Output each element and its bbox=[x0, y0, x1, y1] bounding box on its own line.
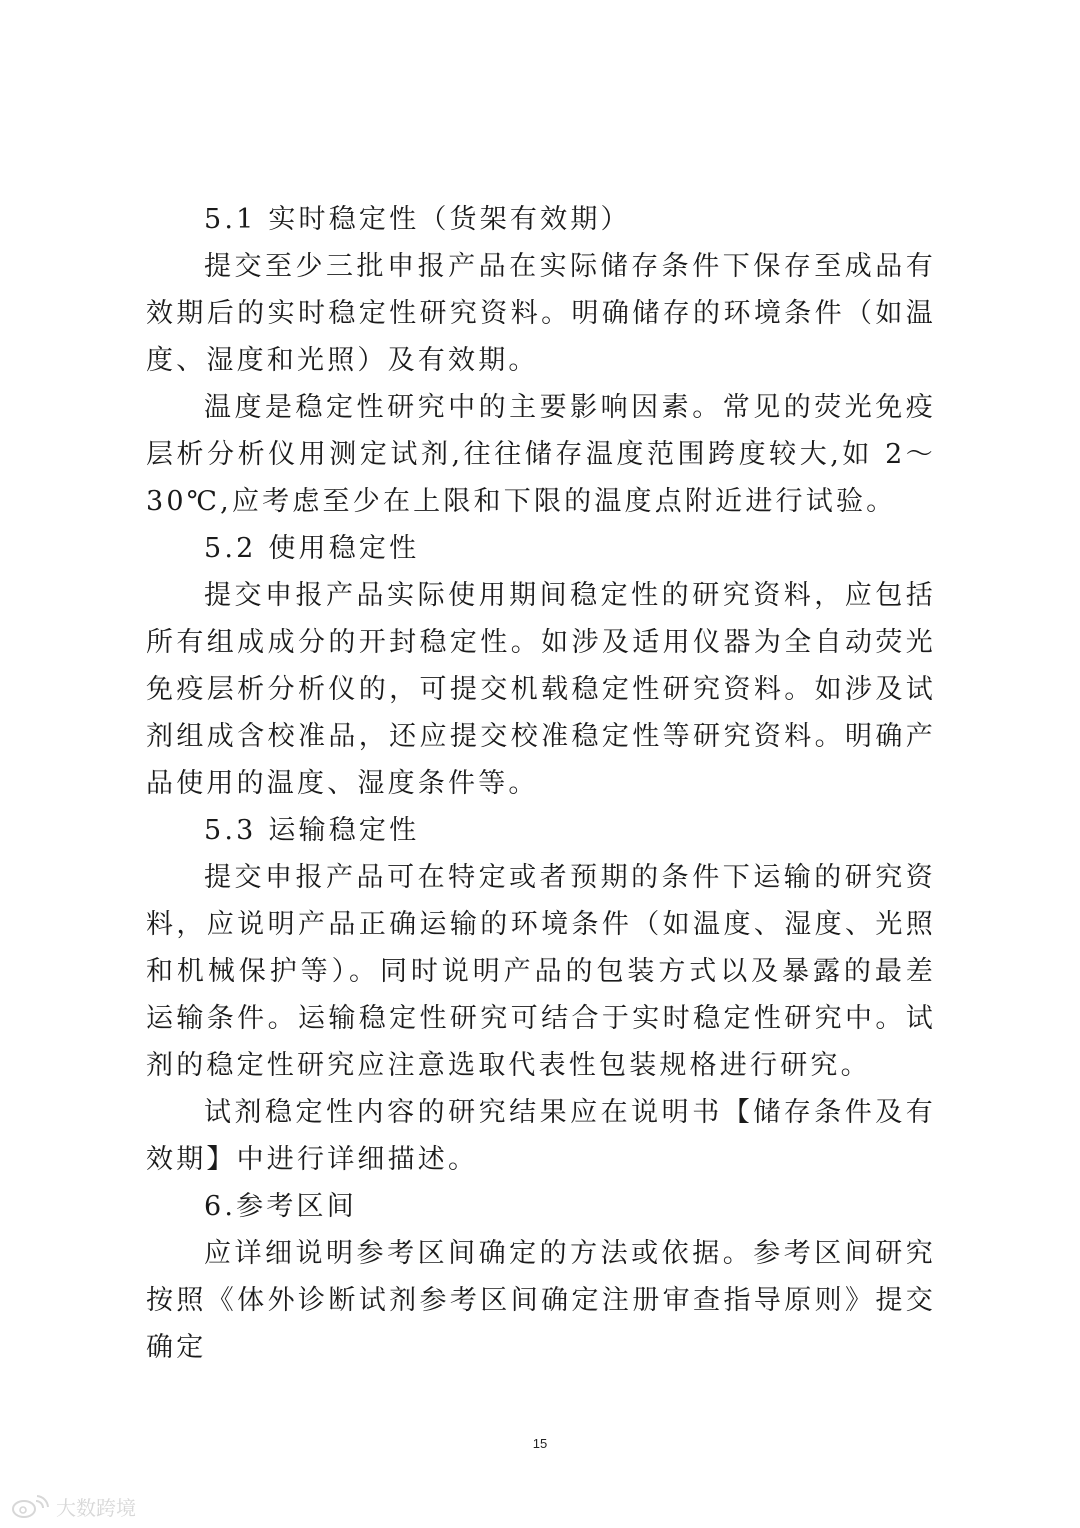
weibo-logo-icon bbox=[10, 1495, 50, 1519]
paragraph-transport-stability: 提交申报产品可在特定或者预期的条件下运输的研究资料，应说明产品正确运输的环境条件（如温度、湿度、光照和机械保护等）。同时说明产品的包装方式以及暴露的最差运输条件。运输稳定性研究可结合于实时稳定性研究中。试剂的稳定性研究应注意选取代表性包装规格进行研究。 bbox=[146, 862, 936, 1081]
paragraph-temperature: 温度是稳定性研究中的主要影响因素。常见的荧光免疫层析分析仪用测定试剂,往往储存温度范围跨度较大,如 2～30℃,应考虑至少在上限和下限的温度点附近进行试验。 bbox=[146, 392, 936, 517]
watermark-text: 大数跨境 bbox=[56, 1496, 136, 1520]
paragraph-stability-results: 试剂稳定性内容的研究结果应在说明书【储存条件及有效期】中进行详细描述。 bbox=[146, 1097, 936, 1175]
section-heading-6: 6.参考区间 bbox=[204, 1191, 357, 1222]
document-body bbox=[146, 196, 936, 1371]
section-heading-5-1: 5.1 实时稳定性（货架有效期） bbox=[204, 204, 631, 235]
paragraph-realtime-stability: 提交至少三批申报产品在实际储存条件下保存至成品有效期后的实时稳定性研究资料。明确储存的环境条件（如温度、湿度和光照）及有效期。 bbox=[146, 251, 936, 376]
section-heading-5-2: 5.2 使用稳定性 bbox=[204, 533, 420, 564]
page-number: 15 bbox=[532, 1436, 548, 1451]
paragraph-reference-interval: 应详细说明参考区间确定的方法或依据。参考区间研究按照《体外诊断试剂参考区间确定注册审查指导原则》提交确定 bbox=[146, 1238, 936, 1363]
paragraph-use-stability: 提交申报产品实际使用期间稳定性的研究资料，应包括所有组成成分的开封稳定性。如涉及适用仪器为全自动荧光免疫层析分析仪的，可提交机载稳定性研究资料。如涉及试剂组成含校准品，还应提交校准稳定性等研究资料。明确产品使用的温度、湿度条件等。 bbox=[146, 580, 936, 799]
watermark bbox=[10, 1492, 136, 1521]
section-heading-5-3: 5.3 运输稳定性 bbox=[204, 815, 420, 846]
